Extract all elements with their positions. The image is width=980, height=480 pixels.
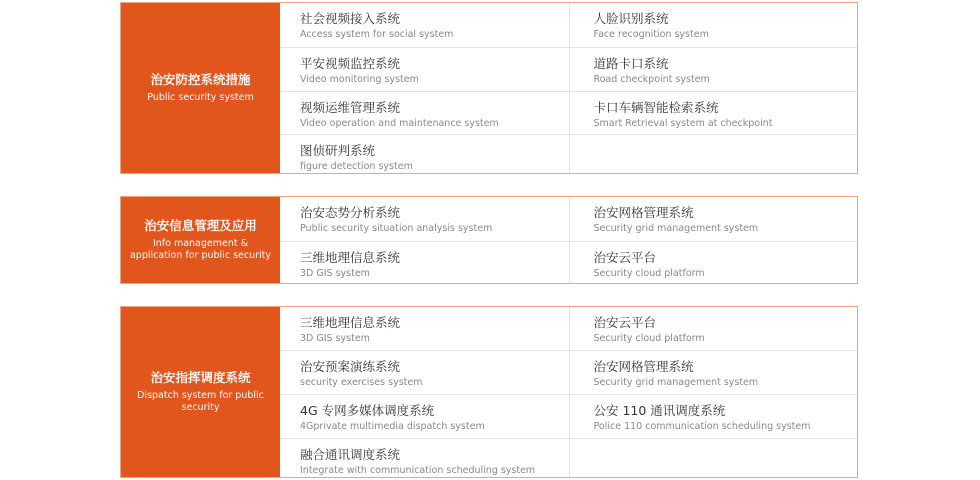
system-item bbox=[280, 307, 569, 350]
system-name-en: Security cloud platform bbox=[593, 268, 705, 279]
system-name: 治安态势分析系统 bbox=[300, 205, 401, 220]
table-row bbox=[280, 3, 857, 47]
system-name-en: 3D GIS system bbox=[300, 333, 370, 344]
system-name-en: Police 110 communication scheduling system bbox=[593, 421, 811, 432]
system-item bbox=[280, 135, 569, 173]
table-row bbox=[280, 394, 857, 438]
system-name: 融合通讯调度系统 bbox=[300, 447, 401, 462]
system-name: 三维地理信息系统 bbox=[300, 250, 401, 265]
system-name-en: Security grid management system bbox=[593, 223, 759, 234]
section-dispatch-system bbox=[120, 306, 858, 478]
system-name-en: figure detection system bbox=[300, 161, 413, 172]
system-name: 平安视频监控系统 bbox=[300, 56, 401, 71]
system-grid bbox=[280, 197, 857, 283]
system-grid bbox=[280, 3, 857, 173]
system-name-en: Face recognition system bbox=[593, 29, 709, 40]
system-name: 治安云平台 bbox=[593, 315, 657, 330]
table-row bbox=[280, 47, 857, 91]
system-name: 治安网格管理系统 bbox=[593, 359, 694, 374]
table-row bbox=[280, 438, 857, 477]
system-item bbox=[569, 3, 858, 47]
system-name: 治安预案演练系统 bbox=[300, 359, 401, 374]
section-title: 治安信息管理及应用 bbox=[144, 218, 257, 233]
system-item bbox=[569, 395, 858, 438]
section-public-security-prevention bbox=[120, 2, 858, 174]
system-name: 视频运维管理系统 bbox=[300, 100, 401, 115]
system-name: 道路卡口系统 bbox=[593, 56, 669, 71]
system-name-en: Video monitoring system bbox=[300, 74, 419, 85]
system-item bbox=[280, 351, 569, 394]
system-name: 卡口车辆智能检索系统 bbox=[593, 100, 719, 115]
section-subtitle: Info management & application for public security bbox=[129, 238, 272, 261]
system-name-en: Access system for social system bbox=[300, 29, 454, 40]
system-item-empty bbox=[569, 135, 858, 173]
system-item bbox=[569, 92, 858, 134]
system-name: 公安 110 通讯调度系统 bbox=[593, 403, 726, 418]
system-name-en: Video operation and maintenance system bbox=[300, 118, 499, 129]
system-name: 4G 专网多媒体调度系统 bbox=[300, 403, 435, 418]
table-row bbox=[280, 91, 857, 134]
system-name-en: security exercises system bbox=[300, 377, 423, 388]
system-item-empty bbox=[569, 439, 858, 477]
system-name-en: Road checkpoint system bbox=[593, 74, 710, 85]
section-title: 治安防控系统措施 bbox=[150, 72, 251, 87]
system-item bbox=[569, 242, 858, 283]
system-name-en: Integrate with communication scheduling system bbox=[300, 465, 536, 476]
section-label bbox=[121, 3, 280, 173]
system-item bbox=[280, 197, 569, 241]
system-item bbox=[569, 307, 858, 350]
table-row bbox=[280, 241, 857, 283]
table-row bbox=[280, 350, 857, 394]
section-label bbox=[121, 197, 280, 283]
system-name: 社会视频接入系统 bbox=[300, 11, 401, 26]
system-item bbox=[280, 395, 569, 438]
table-row bbox=[280, 134, 857, 173]
system-item bbox=[280, 92, 569, 134]
system-name-en: Security cloud platform bbox=[593, 333, 705, 344]
system-item bbox=[280, 242, 569, 283]
system-item bbox=[280, 48, 569, 91]
system-name: 图侦研判系统 bbox=[300, 143, 376, 158]
system-name: 三维地理信息系统 bbox=[300, 315, 401, 330]
system-item bbox=[280, 439, 569, 477]
table-row bbox=[280, 307, 857, 350]
system-name-en: Smart Retrieval system at checkpoint bbox=[593, 118, 773, 129]
table-row bbox=[280, 197, 857, 241]
section-label bbox=[121, 307, 280, 477]
system-name: 治安云平台 bbox=[593, 250, 657, 265]
system-grid bbox=[280, 307, 857, 477]
system-name-en: Public security situation analysis system bbox=[300, 223, 493, 234]
system-item bbox=[569, 197, 858, 241]
system-item bbox=[569, 48, 858, 91]
system-name: 人脸识别系统 bbox=[593, 11, 669, 26]
section-title: 治安指挥调度系统 bbox=[150, 370, 251, 385]
section-subtitle: Public security system bbox=[147, 92, 254, 103]
system-name-en: 3D GIS system bbox=[300, 268, 370, 279]
system-item bbox=[569, 351, 858, 394]
system-name: 治安网格管理系统 bbox=[593, 205, 694, 220]
section-subtitle: Dispatch system for public security bbox=[137, 390, 264, 413]
section-info-management bbox=[120, 196, 858, 284]
system-name-en: Security grid management system bbox=[593, 377, 759, 388]
system-item bbox=[280, 3, 569, 47]
system-name-en: 4Gprivate multimedia dispatch system bbox=[300, 421, 485, 432]
